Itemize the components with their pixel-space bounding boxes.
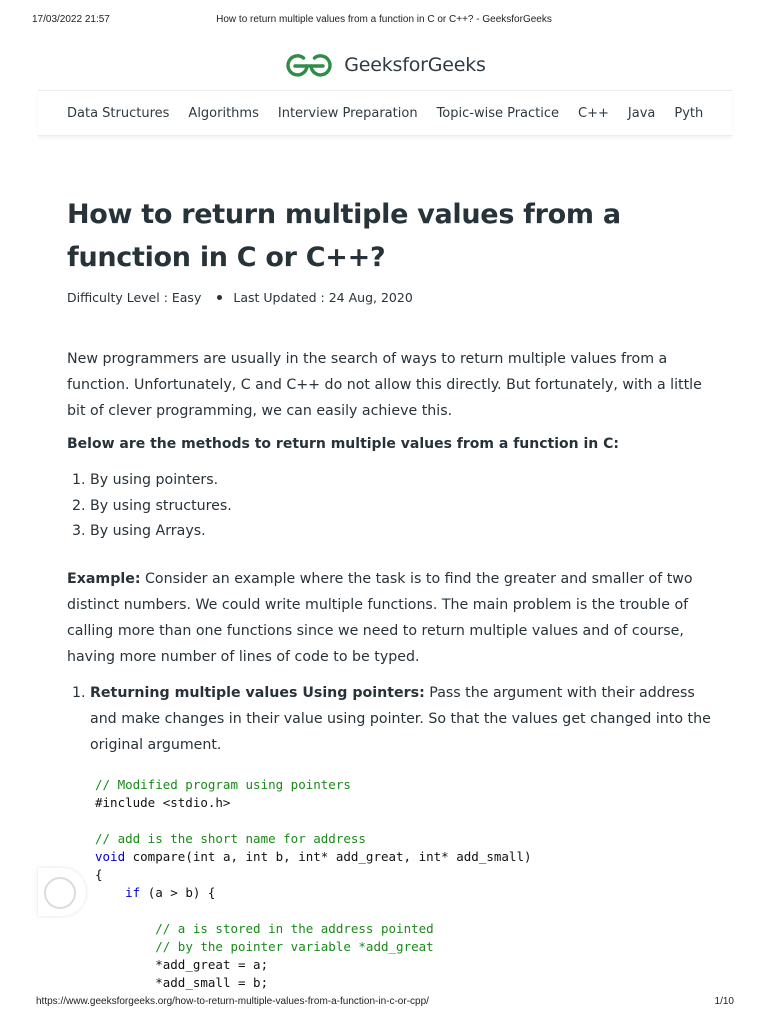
item-label: Returning multiple values Using pointers: bbox=[90, 685, 425, 701]
print-url: https://www.geeksforgeeks.org/how-to-return-multiple-values-from-a-function-in-c-or-cpp/ bbox=[36, 996, 429, 1007]
methods-list bbox=[72, 468, 232, 545]
code-line: compare(int a, int b, int* add_great, int* add_small) bbox=[125, 849, 532, 864]
code-line: *add_great = a; bbox=[155, 957, 269, 972]
method-item-pointers bbox=[72, 680, 712, 758]
article-meta bbox=[67, 290, 413, 305]
example-text: Consider an example where the task is to find the greater and smaller of two distinct numbers. We could write multiple functions. The main problem is the trouble of calling more than one functions since we need to return multiple values and of course, having more number of lines of code to be typed. bbox=[67, 571, 693, 665]
methods-heading: Below are the methods to return multiple values from a function in C: bbox=[67, 436, 619, 452]
code-line: { bbox=[95, 867, 103, 882]
nav-item-algorithms[interactable]: Algorithms bbox=[188, 105, 259, 121]
code-line: (a > b) { bbox=[140, 885, 216, 900]
print-page-title: How to return multiple values from a function in C or C++? - GeeksforGeeks bbox=[216, 14, 552, 25]
code-block bbox=[95, 776, 532, 992]
widget-ring-icon bbox=[44, 877, 76, 909]
list-item: 2. By using structures. bbox=[72, 497, 232, 514]
code-comment: // Modified program using pointers bbox=[95, 777, 351, 792]
list-item: 1. By using pointers. bbox=[72, 472, 219, 488]
code-comment: // add is the short name for address bbox=[95, 831, 366, 846]
code-keyword: if bbox=[125, 885, 141, 900]
print-datetime: 17/03/2022 21:57 bbox=[32, 14, 110, 25]
nav-item-topic-wise-practice[interactable]: Topic-wise Practice bbox=[436, 105, 560, 121]
item-text: Pass the argument with their address and make changes in their value using pointer. So that the values get changed into the original argument. bbox=[90, 685, 711, 753]
intro-paragraph: New programmers are usually in the search of ways to return multiple values from a function. Unfortunately, C and C++ do not allow this directly. But fortunately, with a little bit of clever programming, we can easily achieve this. bbox=[67, 351, 702, 419]
example-paragraph bbox=[67, 566, 707, 670]
print-page-number: 1/10 bbox=[714, 996, 734, 1007]
last-updated: Last Updated : 24 Aug, 2020 bbox=[233, 290, 413, 305]
code-line: #include <stdio.h> bbox=[95, 795, 231, 810]
list-item: 3. By using Arrays. bbox=[72, 523, 206, 539]
gfg-logo-icon bbox=[282, 53, 336, 77]
code-keyword: void bbox=[95, 849, 126, 864]
floating-widget-button[interactable] bbox=[38, 868, 86, 916]
main-nav bbox=[38, 90, 732, 136]
site-logo[interactable] bbox=[0, 48, 768, 82]
meta-separator-dot bbox=[217, 295, 222, 300]
item-number: 1. bbox=[72, 685, 86, 701]
nav-item-python[interactable]: Pyth bbox=[674, 105, 704, 121]
logo-text: GeeksforGeeks bbox=[344, 54, 486, 76]
code-comment: // by the pointer variable *add_great bbox=[155, 939, 434, 954]
nav-item-cpp[interactable]: C++ bbox=[578, 105, 609, 121]
example-label: Example: bbox=[67, 571, 141, 587]
difficulty-level: Difficulty Level : Easy bbox=[67, 290, 202, 305]
code-line: *add_small = b; bbox=[155, 975, 269, 990]
nav-item-data-structures[interactable]: Data Structures bbox=[67, 105, 170, 121]
code-comment: // a is stored in the address pointed bbox=[155, 921, 434, 936]
nav-item-java[interactable]: Java bbox=[627, 105, 656, 121]
nav-item-interview-preparation[interactable]: Interview Preparation bbox=[277, 105, 418, 121]
article-title: How to return multiple values from a function in C or C++? bbox=[67, 199, 621, 273]
